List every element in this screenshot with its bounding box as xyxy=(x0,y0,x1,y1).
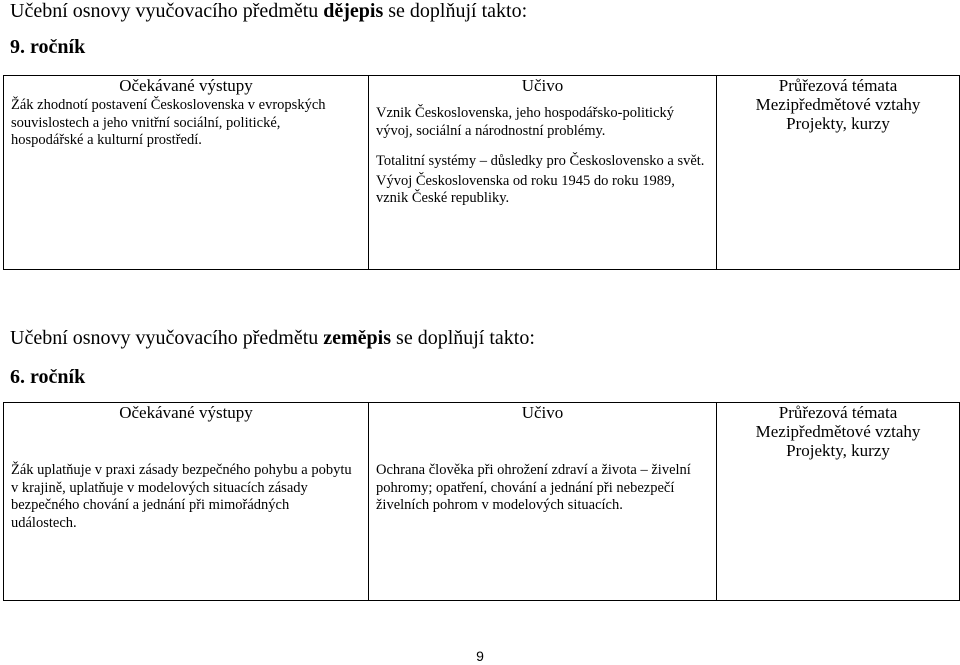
section1-body-row xyxy=(4,133,960,269)
section1-heading-prefix: Učební osnovy vyučovacího předmětu xyxy=(10,0,324,22)
section2-outputs-cell xyxy=(4,460,369,600)
section1-cross-2: Mezipředmětové vztahy xyxy=(755,95,921,114)
section1-grade: 9. ročník xyxy=(10,36,86,58)
section2-col-cross xyxy=(717,403,960,461)
section2-heading-suffix: se doplňují takto: xyxy=(391,327,535,349)
section2-cross-3: Projekty, kurzy xyxy=(786,441,890,460)
section1-cross-1: Průřezová témata xyxy=(778,76,898,95)
section1-col-cross xyxy=(717,76,960,134)
section1-content-3: Vývoj Československa od roku 1945 do roku 1989, vznik České republiky. xyxy=(376,172,675,206)
section1-content-2: Totalitní systémy – důsledky pro Československo a svět. xyxy=(376,153,705,169)
section2-content-cell xyxy=(369,460,717,600)
section1-content-1: Vznik Československa, jeho hospodářsko-politický vývoj, sociální a národnostní problémy. xyxy=(376,105,675,139)
section1-subject: dějepis xyxy=(323,0,384,22)
section1-outputs-text: Žák zhodnotí postavení Československa v evropských souvislostech a jeho vnitřní sociální, politické, hospodářské a kulturní prostředí. xyxy=(11,97,326,148)
section1-table xyxy=(3,75,960,270)
section2-col-outputs: Očekávané výstupy xyxy=(4,403,369,461)
section1-col-content: Učivo xyxy=(369,76,717,134)
section2-table xyxy=(3,402,960,601)
section1-cross-text xyxy=(717,133,959,140)
section1-outputs-cell xyxy=(4,97,369,269)
section2-subject: zeměpis xyxy=(323,327,392,349)
section2-col-content: Učivo xyxy=(369,403,717,461)
section1-col-outputs: Očekávané výstupy xyxy=(4,76,369,134)
section1-content-cell xyxy=(369,105,717,269)
section2-cross-1: Průřezová témata xyxy=(778,403,898,422)
section2-heading xyxy=(10,327,535,349)
section2-content-1: Ochrana člověka při ohrožení zdraví a života – živelní pohromy; opatření, chování a jednání při nebezpečí živelních pohrom v modelových situacích. xyxy=(376,462,691,513)
section1-cross-cell xyxy=(717,133,960,269)
section2-header-row xyxy=(4,403,960,461)
page-number: 9 xyxy=(476,648,484,664)
section1-heading xyxy=(10,0,527,22)
section1-heading-suffix: se doplňují takto: xyxy=(383,0,528,22)
section2-cross-2: Mezipředmětové vztahy xyxy=(755,422,921,441)
section2-body-row xyxy=(4,460,960,600)
section2-cross-cell xyxy=(717,460,960,600)
section1-cross-3: Projekty, kurzy xyxy=(786,114,890,133)
section2-outputs-text: Žák uplatňuje v praxi zásady bezpečného pohybu a pobytu v krajině, uplatňuje v modelových situacích zásady bezpečného chování a jednání při mimořádných událostech. xyxy=(11,462,352,531)
section2-heading-prefix: Učební osnovy vyučovacího předmětu xyxy=(10,327,324,349)
section2-grade: 6. ročník xyxy=(10,366,86,388)
section2-cross-text xyxy=(717,460,959,467)
